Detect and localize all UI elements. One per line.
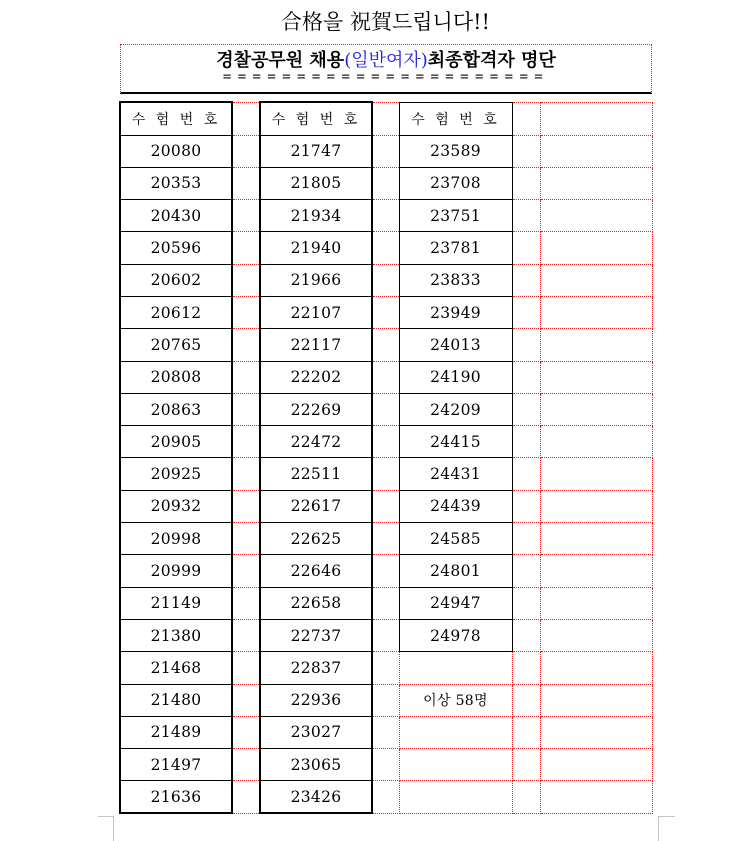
exam-number-cell: 24585 — [399, 523, 512, 555]
exam-number-cell: 20602 — [120, 264, 232, 296]
empty-cell — [540, 361, 652, 393]
exam-number-cell: 22202 — [260, 361, 372, 393]
spacer-cell — [372, 426, 399, 458]
empty-cell — [540, 555, 652, 587]
spacer-cell — [232, 587, 260, 619]
exam-number-cell: 24190 — [399, 361, 512, 393]
empty-cell — [540, 296, 652, 328]
table-row — [120, 167, 652, 199]
table-row — [120, 619, 652, 651]
spacer-cell — [512, 587, 540, 619]
empty-cell — [540, 264, 652, 296]
exam-number-cell: 23027 — [260, 716, 372, 748]
exam-number-cell: 23781 — [399, 232, 512, 264]
exam-number-cell: 20863 — [120, 393, 232, 425]
spacer-cell — [232, 716, 260, 748]
table-row — [120, 426, 652, 458]
exam-number-cell: 20808 — [120, 361, 232, 393]
spacer-cell — [512, 102, 540, 135]
spacer-cell — [512, 490, 540, 522]
spacer-cell — [512, 200, 540, 232]
congratulations-title: 合格을 祝賀드립니다!! — [281, 10, 490, 34]
exam-number-cell: 20765 — [120, 329, 232, 361]
page-corner-mark-right — [658, 816, 675, 841]
spacer-cell — [372, 232, 399, 264]
exam-number-cell: 22107 — [260, 296, 372, 328]
table-row — [120, 296, 652, 328]
exam-number-cell: 24801 — [399, 555, 512, 587]
exam-number-cell: 21805 — [260, 167, 372, 199]
exam-number-cell: 22936 — [260, 684, 372, 716]
spacer-cell — [512, 393, 540, 425]
page-corner-mark-left — [98, 816, 114, 841]
exam-number-cell: 23949 — [399, 296, 512, 328]
title-prefix: 경찰공무원 채용 — [216, 50, 345, 71]
title-double-underline: ====================== — [222, 69, 550, 85]
spacer-cell — [232, 200, 260, 232]
title-highlight: (일반여자) — [344, 50, 428, 71]
exam-number-table — [119, 101, 653, 814]
header-box — [120, 44, 652, 94]
spacer-cell — [232, 167, 260, 199]
empty-cell — [540, 167, 652, 199]
spacer-cell — [232, 523, 260, 555]
spacer-cell — [512, 329, 540, 361]
exam-number-cell: 20999 — [120, 555, 232, 587]
exam-number-cell: 20612 — [120, 296, 232, 328]
spacer-cell — [232, 102, 260, 135]
exam-number-cell: 22269 — [260, 393, 372, 425]
exam-number-cell: 21489 — [120, 716, 232, 748]
empty-cell — [540, 587, 652, 619]
exam-number-cell: 23751 — [399, 200, 512, 232]
table-row — [120, 652, 652, 684]
empty-cell — [540, 102, 652, 135]
spacer-cell — [372, 296, 399, 328]
spacer-cell — [232, 458, 260, 490]
empty-cell — [540, 652, 652, 684]
exam-number-cell: 20080 — [120, 135, 232, 167]
exam-number-cell: 24978 — [399, 619, 512, 651]
spacer-cell — [232, 264, 260, 296]
exam-number-cell: 21149 — [120, 587, 232, 619]
table-row — [120, 781, 652, 813]
empty-cell — [540, 490, 652, 522]
empty-cell — [399, 716, 512, 748]
empty-cell — [540, 200, 652, 232]
table-row — [120, 135, 652, 167]
spacer-cell — [372, 490, 399, 522]
spacer-cell — [372, 587, 399, 619]
spacer-cell — [372, 716, 399, 748]
spacer-cell — [372, 652, 399, 684]
exam-number-cell: 21934 — [260, 200, 372, 232]
exam-number-cell: 20596 — [120, 232, 232, 264]
table-row — [120, 264, 652, 296]
exam-number-cell: 23065 — [260, 749, 372, 781]
exam-number-cell: 23833 — [399, 264, 512, 296]
exam-number-cell: 21636 — [120, 781, 232, 813]
exam-number-cell: 23426 — [260, 781, 372, 813]
exam-number-cell: 21497 — [120, 749, 232, 781]
empty-cell — [540, 781, 652, 813]
spacer-cell — [232, 393, 260, 425]
exam-number-cell: 24013 — [399, 329, 512, 361]
exam-number-cell: 22658 — [260, 587, 372, 619]
empty-cell — [540, 232, 652, 264]
spacer-cell — [232, 426, 260, 458]
exam-number-cell: 24439 — [399, 490, 512, 522]
spacer-cell — [372, 361, 399, 393]
spacer-cell — [372, 200, 399, 232]
table-row — [120, 716, 652, 748]
exam-number-cell: 20353 — [120, 167, 232, 199]
table-row — [120, 587, 652, 619]
exam-number-cell: 20998 — [120, 523, 232, 555]
spacer-cell — [232, 135, 260, 167]
table-row — [120, 393, 652, 425]
spacer-cell — [512, 296, 540, 328]
spacer-cell — [372, 684, 399, 716]
exam-number-cell: 22511 — [260, 458, 372, 490]
empty-cell — [540, 716, 652, 748]
exam-number-cell: 22617 — [260, 490, 372, 522]
spacer-cell — [372, 619, 399, 651]
exam-number-cell: 22625 — [260, 523, 372, 555]
spacer-cell — [232, 749, 260, 781]
spacer-cell — [512, 426, 540, 458]
table-row — [120, 458, 652, 490]
table-row — [120, 684, 652, 716]
spacer-cell — [232, 361, 260, 393]
spacer-cell — [232, 684, 260, 716]
exam-number-cell: 20932 — [120, 490, 232, 522]
column-header: 수 험 번 호 — [120, 102, 232, 135]
empty-cell — [540, 523, 652, 555]
exam-number-cell: 23708 — [399, 167, 512, 199]
spacer-cell — [372, 102, 399, 135]
spacer-cell — [512, 361, 540, 393]
empty-cell — [540, 329, 652, 361]
exam-number-cell: 22472 — [260, 426, 372, 458]
spacer-cell — [512, 619, 540, 651]
spacer-cell — [372, 264, 399, 296]
table-row — [120, 523, 652, 555]
spacer-cell — [232, 619, 260, 651]
exam-number-cell: 21468 — [120, 652, 232, 684]
table-row — [120, 200, 652, 232]
exam-number-cell: 24431 — [399, 458, 512, 490]
spacer-cell — [232, 781, 260, 813]
exam-number-cell: 20925 — [120, 458, 232, 490]
spacer-cell — [372, 393, 399, 425]
empty-cell — [399, 749, 512, 781]
exam-number-cell: 20905 — [120, 426, 232, 458]
empty-cell — [540, 393, 652, 425]
exam-number-cell: 21480 — [120, 684, 232, 716]
exam-number-cell: 21747 — [260, 135, 372, 167]
spacer-cell — [512, 684, 540, 716]
exam-number-cell: 23589 — [399, 135, 512, 167]
table-header-row — [120, 102, 652, 135]
empty-cell — [540, 619, 652, 651]
spacer-cell — [232, 329, 260, 361]
empty-cell — [540, 426, 652, 458]
exam-number-cell: 22837 — [260, 652, 372, 684]
spacer-cell — [512, 264, 540, 296]
spacer-cell — [372, 135, 399, 167]
exam-number-cell: 22117 — [260, 329, 372, 361]
exam-number-cell: 22737 — [260, 619, 372, 651]
spacer-cell — [512, 458, 540, 490]
empty-cell — [399, 652, 512, 684]
column-header: 수 험 번 호 — [399, 102, 512, 135]
spacer-cell — [372, 329, 399, 361]
table-row — [120, 232, 652, 264]
empty-cell — [540, 135, 652, 167]
spacer-cell — [232, 296, 260, 328]
table-row — [120, 329, 652, 361]
spacer-cell — [232, 652, 260, 684]
exam-number-cell: 21966 — [260, 264, 372, 296]
spacer-cell — [512, 781, 540, 813]
spacer-cell — [372, 458, 399, 490]
spacer-cell — [512, 167, 540, 199]
column-header: 수 험 번 호 — [260, 102, 372, 135]
spacer-cell — [232, 490, 260, 522]
exam-number-cell: 20430 — [120, 200, 232, 232]
empty-cell — [540, 684, 652, 716]
empty-cell — [540, 749, 652, 781]
table-row — [120, 361, 652, 393]
spacer-cell — [512, 135, 540, 167]
exam-number-cell: 21940 — [260, 232, 372, 264]
table-row — [120, 490, 652, 522]
exam-number-cell: 21380 — [120, 619, 232, 651]
spacer-cell — [512, 652, 540, 684]
empty-cell — [399, 781, 512, 813]
spacer-cell — [372, 555, 399, 587]
exam-number-cell: 22646 — [260, 555, 372, 587]
spacer-cell — [372, 749, 399, 781]
spacer-cell — [512, 232, 540, 264]
empty-cell — [540, 458, 652, 490]
spacer-cell — [512, 555, 540, 587]
exam-number-cell: 24947 — [399, 587, 512, 619]
exam-number-cell: 24415 — [399, 426, 512, 458]
spacer-cell — [232, 232, 260, 264]
spacer-cell — [512, 749, 540, 781]
exam-number-cell: 24209 — [399, 393, 512, 425]
table-row — [120, 749, 652, 781]
spacer-cell — [372, 523, 399, 555]
table-row — [120, 555, 652, 587]
title-suffix: 최종합격자 명단 — [427, 50, 556, 71]
spacer-cell — [512, 523, 540, 555]
spacer-cell — [372, 781, 399, 813]
total-count-label: 이상 58명 — [399, 684, 512, 716]
spacer-cell — [232, 555, 260, 587]
spacer-cell — [512, 716, 540, 748]
spacer-cell — [372, 167, 399, 199]
